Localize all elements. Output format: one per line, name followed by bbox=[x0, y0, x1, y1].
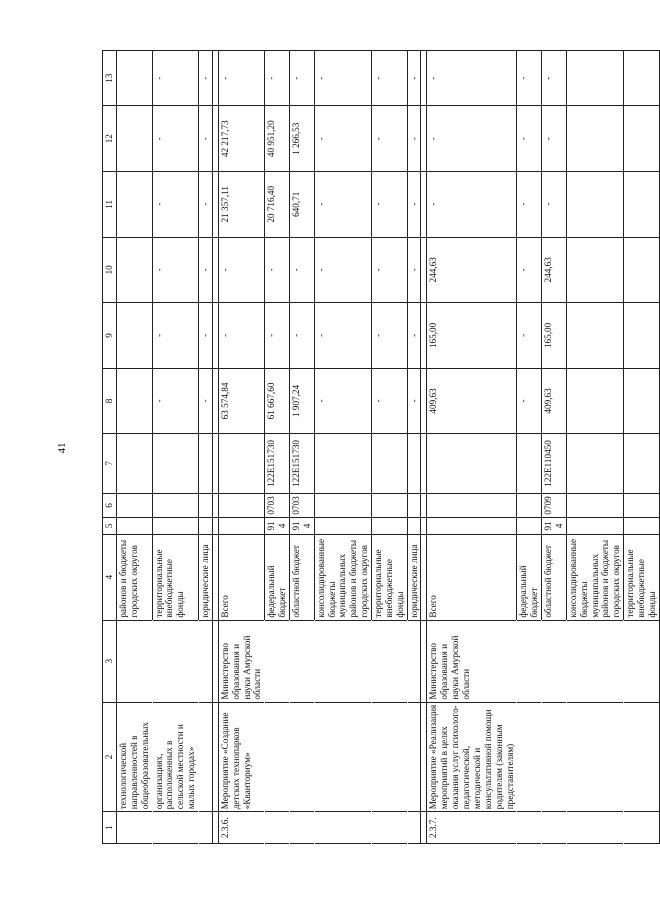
cell-col-1 bbox=[314, 812, 371, 844]
cell-col-12: - bbox=[407, 106, 421, 172]
header-cell: 3 bbox=[103, 620, 117, 702]
cell-col-3 bbox=[566, 620, 623, 702]
table-row bbox=[199, 51, 213, 844]
cell-col-10: - bbox=[372, 237, 408, 303]
cell-col-1: 2.3.6. bbox=[218, 812, 264, 844]
cell-col-10: - bbox=[314, 237, 371, 303]
cell-col-12: 42 217,73 bbox=[218, 106, 264, 172]
cell-col-8: 63 574,84 bbox=[218, 368, 264, 434]
cell-col-10: 244,63 bbox=[427, 237, 517, 303]
cell-col-7 bbox=[566, 434, 623, 493]
cell-col-3 bbox=[407, 620, 421, 702]
cell-col-11: - bbox=[542, 171, 567, 237]
cell-col-3 bbox=[117, 620, 153, 702]
cell-col-1 bbox=[117, 812, 153, 844]
cell-col-10: - bbox=[290, 237, 315, 303]
cell-col-8: 61 667,60 bbox=[265, 368, 290, 434]
cell-col-13: - bbox=[372, 51, 408, 106]
table-row bbox=[152, 51, 198, 844]
cell-col-11: - bbox=[427, 171, 517, 237]
cell-col-3 bbox=[624, 620, 660, 702]
cell-col-2 bbox=[542, 702, 567, 812]
cell-col-5 bbox=[152, 518, 198, 534]
cell-col-13: - bbox=[314, 51, 371, 106]
cell-col-4: юридические лица bbox=[407, 534, 421, 620]
cell-col-2 bbox=[566, 702, 623, 812]
cell-col-6 bbox=[199, 493, 213, 518]
cell-col-5 bbox=[624, 518, 660, 534]
cell-col-2 bbox=[199, 702, 213, 812]
cell-col-3: Министерство образования и науки Амурской области bbox=[427, 620, 517, 702]
cell-col-1 bbox=[199, 812, 213, 844]
cell-col-12: - bbox=[517, 106, 542, 172]
cell-col-5: 914 bbox=[290, 518, 315, 534]
cell-col-6: 0703 bbox=[290, 493, 315, 518]
cell-col-4: районов и бюджеты городских округов bbox=[117, 534, 153, 620]
cell-col-1 bbox=[566, 812, 623, 844]
cell-col-2 bbox=[290, 702, 315, 812]
cell-col-7 bbox=[117, 434, 153, 493]
cell-col-10 bbox=[117, 237, 153, 303]
cell-col-7 bbox=[152, 434, 198, 493]
cell-col-13: - bbox=[542, 51, 567, 106]
cell-col-9: - bbox=[290, 303, 315, 369]
cell-col-9: - bbox=[152, 303, 198, 369]
cell-col-13: - bbox=[152, 51, 198, 106]
cell-col-7: 122E151730 bbox=[290, 434, 315, 493]
table-row bbox=[265, 51, 290, 844]
cell-col-8 bbox=[117, 368, 153, 434]
cell-col-8 bbox=[566, 368, 623, 434]
cell-col-4: территориальные внебюджетные фонды bbox=[372, 534, 408, 620]
cell-col-13: - bbox=[265, 51, 290, 106]
cell-col-1 bbox=[407, 812, 421, 844]
header-cell: 1 bbox=[103, 812, 117, 844]
cell-col-2: технологической направленностей в общеобразовательных bbox=[117, 702, 153, 812]
cell-col-3: Министерство образования и науки Амурской области bbox=[218, 620, 264, 702]
cell-col-9: - bbox=[199, 303, 213, 369]
cell-col-13 bbox=[117, 51, 153, 106]
cell-col-4: территориальные внебюджетные фонды bbox=[624, 534, 660, 620]
cell-col-11: 20 716,40 bbox=[265, 171, 290, 237]
cell-col-6: 0709 bbox=[542, 493, 567, 518]
cell-col-11: 21 357,11 bbox=[218, 171, 264, 237]
cell-col-2 bbox=[517, 702, 542, 812]
cell-col-9: - bbox=[372, 303, 408, 369]
header-cell: 8 bbox=[103, 368, 117, 434]
cell-col-6 bbox=[624, 493, 660, 518]
cell-col-2: Мероприятие «Создание детских технопарков «Кванториум» bbox=[218, 702, 264, 812]
cell-col-4: областной бюджет bbox=[290, 534, 315, 620]
table-row bbox=[372, 51, 408, 844]
header-cell: 10 bbox=[103, 237, 117, 303]
cell-col-7 bbox=[314, 434, 371, 493]
cell-col-13 bbox=[624, 51, 660, 106]
cell-col-5 bbox=[117, 518, 153, 534]
cell-col-10: - bbox=[199, 237, 213, 303]
cell-col-11 bbox=[624, 171, 660, 237]
cell-col-8: - bbox=[372, 368, 408, 434]
cell-col-9: 165,00 bbox=[542, 303, 567, 369]
table-row bbox=[117, 51, 153, 844]
cell-col-7: 122E110450 bbox=[542, 434, 567, 493]
cell-col-3 bbox=[290, 620, 315, 702]
header-cell: 9 bbox=[103, 303, 117, 369]
cell-col-5 bbox=[199, 518, 213, 534]
table-row bbox=[542, 51, 567, 844]
cell-col-8 bbox=[624, 368, 660, 434]
cell-col-4: консолидированные бюджеты муниципальных районов и бюджеты городских округов bbox=[314, 534, 371, 620]
cell-col-6 bbox=[372, 493, 408, 518]
cell-col-7 bbox=[199, 434, 213, 493]
table-row bbox=[517, 51, 542, 844]
cell-col-7: 122E151730 bbox=[265, 434, 290, 493]
header-cell: 6 bbox=[103, 493, 117, 518]
cell-col-11 bbox=[566, 171, 623, 237]
cell-col-7 bbox=[372, 434, 408, 493]
cell-col-9: - bbox=[517, 303, 542, 369]
cell-col-6 bbox=[566, 493, 623, 518]
cell-col-8: 1 907,24 bbox=[290, 368, 315, 434]
cell-col-6 bbox=[517, 493, 542, 518]
cell-col-4: юридические лица bbox=[199, 534, 213, 620]
cell-col-5: 914 bbox=[265, 518, 290, 534]
cell-col-7 bbox=[517, 434, 542, 493]
cell-col-5 bbox=[314, 518, 371, 534]
cell-col-5 bbox=[517, 518, 542, 534]
cell-col-1 bbox=[517, 812, 542, 844]
cell-col-4: областной бюджет bbox=[542, 534, 567, 620]
cell-col-2 bbox=[624, 702, 660, 812]
cell-col-10: - bbox=[152, 237, 198, 303]
cell-col-7 bbox=[427, 434, 517, 493]
table-row bbox=[314, 51, 371, 844]
header-row bbox=[103, 51, 117, 844]
cell-col-1 bbox=[542, 812, 567, 844]
table-row bbox=[566, 51, 623, 844]
table-row bbox=[624, 51, 660, 844]
cell-col-8: - bbox=[517, 368, 542, 434]
cell-col-13 bbox=[566, 51, 623, 106]
cell-col-3 bbox=[517, 620, 542, 702]
cell-col-10 bbox=[624, 237, 660, 303]
cell-col-2: Мероприятие «Реализация мероприятий в целях оказания услуг психолого-педагогической, методической и консультативной помощи родителям (законным представителям) bbox=[427, 702, 517, 812]
rotated-table-wrapper bbox=[102, 50, 657, 844]
cell-col-12: - bbox=[199, 106, 213, 172]
header-cell: 5 bbox=[103, 518, 117, 534]
cell-col-5 bbox=[218, 518, 264, 534]
cell-col-1 bbox=[372, 812, 408, 844]
cell-col-1 bbox=[265, 812, 290, 844]
cell-col-6 bbox=[117, 493, 153, 518]
table-row bbox=[290, 51, 315, 844]
cell-col-9: - bbox=[407, 303, 421, 369]
cell-col-9 bbox=[117, 303, 153, 369]
cell-col-12: - bbox=[152, 106, 198, 172]
cell-col-2 bbox=[314, 702, 371, 812]
cell-col-10 bbox=[566, 237, 623, 303]
cell-col-12: - bbox=[542, 106, 567, 172]
cell-col-13: - bbox=[199, 51, 213, 106]
cell-col-12 bbox=[117, 106, 153, 172]
table-row bbox=[427, 51, 517, 844]
cell-col-4: федеральный бюджет bbox=[265, 534, 290, 620]
cell-col-8: - bbox=[314, 368, 371, 434]
cell-col-11: - bbox=[517, 171, 542, 237]
cell-col-3 bbox=[152, 620, 198, 702]
cell-col-4: консолидированные бюджеты муниципальных районов и бюджеты городских округов bbox=[566, 534, 623, 620]
cell-col-4: федеральный бюджет bbox=[517, 534, 542, 620]
cell-col-5: 914 bbox=[542, 518, 567, 534]
cell-col-3 bbox=[542, 620, 567, 702]
cell-col-8: 409,63 bbox=[427, 368, 517, 434]
header-cell: 2 bbox=[103, 702, 117, 812]
cell-col-8: 409,63 bbox=[542, 368, 567, 434]
cell-col-12 bbox=[624, 106, 660, 172]
cell-col-12: - bbox=[427, 106, 517, 172]
cell-col-7 bbox=[624, 434, 660, 493]
cell-col-13: - bbox=[427, 51, 517, 106]
cell-col-6 bbox=[218, 493, 264, 518]
cell-col-4: территориальные внебюджетные фонды bbox=[152, 534, 198, 620]
cell-col-3 bbox=[372, 620, 408, 702]
cell-col-2 bbox=[372, 702, 408, 812]
cell-col-11: - bbox=[152, 171, 198, 237]
cell-col-9: - bbox=[314, 303, 371, 369]
cell-col-6 bbox=[407, 493, 421, 518]
cell-col-9: - bbox=[265, 303, 290, 369]
cell-col-5 bbox=[566, 518, 623, 534]
cell-col-6: 0703 bbox=[265, 493, 290, 518]
cell-col-3 bbox=[265, 620, 290, 702]
cell-col-9: - bbox=[218, 303, 264, 369]
cell-col-8: - bbox=[407, 368, 421, 434]
cell-col-1: 2.3.7. bbox=[427, 812, 517, 844]
cell-col-6 bbox=[152, 493, 198, 518]
cell-col-11 bbox=[117, 171, 153, 237]
header-cell: 13 bbox=[103, 51, 117, 106]
header-cell: 11 bbox=[103, 171, 117, 237]
budget-table bbox=[102, 50, 660, 844]
cell-col-9 bbox=[566, 303, 623, 369]
cell-col-10: - bbox=[218, 237, 264, 303]
header-cell: 4 bbox=[103, 534, 117, 620]
cell-col-11: - bbox=[407, 171, 421, 237]
cell-col-12: 1 266,53 bbox=[290, 106, 315, 172]
header-cell: 7 bbox=[103, 434, 117, 493]
cell-col-11: - bbox=[199, 171, 213, 237]
table-row bbox=[218, 51, 264, 844]
cell-col-12 bbox=[566, 106, 623, 172]
cell-col-10: - bbox=[407, 237, 421, 303]
cell-col-2 bbox=[407, 702, 421, 812]
cell-col-1 bbox=[290, 812, 315, 844]
cell-col-5 bbox=[407, 518, 421, 534]
cell-col-11: - bbox=[372, 171, 408, 237]
cell-col-1 bbox=[624, 812, 660, 844]
cell-col-9: 165,00 bbox=[427, 303, 517, 369]
cell-col-12: - bbox=[314, 106, 371, 172]
cell-col-10: - bbox=[265, 237, 290, 303]
cell-col-2: организациях, расположенных в сельской местности и малых городах» bbox=[152, 702, 198, 812]
page-number: 41 bbox=[56, 442, 68, 454]
cell-col-4: Всего bbox=[427, 534, 517, 620]
cell-col-11: 640,71 bbox=[290, 171, 315, 237]
cell-col-10: 244,63 bbox=[542, 237, 567, 303]
header-cell: 12 bbox=[103, 106, 117, 172]
cell-col-8: - bbox=[199, 368, 213, 434]
cell-col-3 bbox=[314, 620, 371, 702]
cell-col-4: Всего bbox=[218, 534, 264, 620]
cell-col-10: - bbox=[517, 237, 542, 303]
cell-col-9 bbox=[624, 303, 660, 369]
cell-col-7 bbox=[407, 434, 421, 493]
cell-col-2 bbox=[265, 702, 290, 812]
cell-col-7 bbox=[218, 434, 264, 493]
cell-col-8: - bbox=[152, 368, 198, 434]
cell-col-5 bbox=[427, 518, 517, 534]
cell-col-13: - bbox=[517, 51, 542, 106]
cell-col-6 bbox=[314, 493, 371, 518]
cell-col-12: 40 951,20 bbox=[265, 106, 290, 172]
cell-col-6 bbox=[427, 493, 517, 518]
cell-col-13: - bbox=[407, 51, 421, 106]
cell-col-5 bbox=[372, 518, 408, 534]
cell-col-1 bbox=[152, 812, 198, 844]
cell-col-13: - bbox=[290, 51, 315, 106]
table-row bbox=[407, 51, 421, 844]
cell-col-3 bbox=[199, 620, 213, 702]
cell-col-12: - bbox=[372, 106, 408, 172]
cell-col-11: - bbox=[314, 171, 371, 237]
cell-col-13: - bbox=[218, 51, 264, 106]
